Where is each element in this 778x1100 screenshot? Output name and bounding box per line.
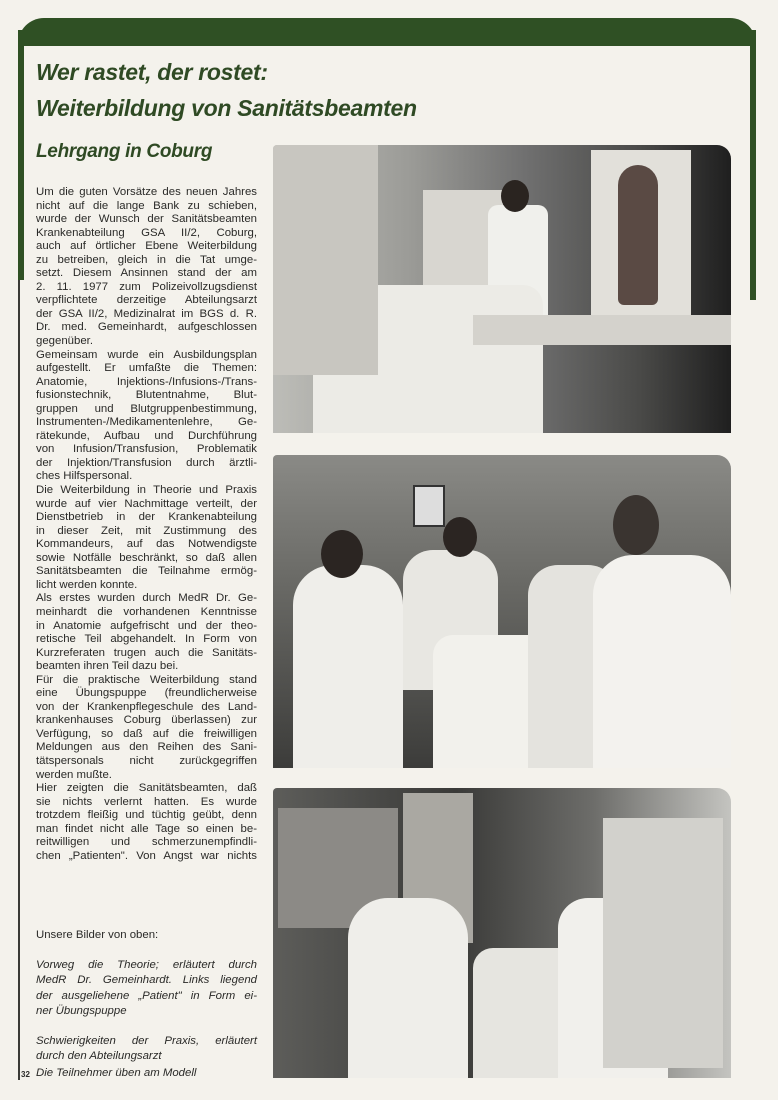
cabinet	[603, 818, 723, 1068]
caption-line: durch den Abteilungsarzt	[36, 1050, 162, 1062]
doctor-head	[443, 517, 477, 557]
article-title	[36, 57, 417, 123]
text-line: Um die guten Vorsätze des neuen Jahres	[36, 186, 257, 198]
text-line: Instrumenten-/Medikamentenlehre, Ge-	[36, 416, 257, 429]
officer-figure	[293, 565, 403, 768]
text-line: in dieser Zeit, mit Zustimmung des	[36, 524, 257, 537]
text-line: gruppen und Blutgruppenbestimmung,	[36, 402, 257, 415]
text-line: trotzdem fleißig und tüchtig geübt, denn	[36, 809, 257, 822]
caption-photo-2	[36, 1034, 257, 1065]
text-line: der GSA II/2, Medizinalrat im BGS d. R.	[36, 307, 257, 320]
text-line: Dienstbetrieb in der Krankenabteilung	[36, 511, 257, 524]
text-line: setzt. Diesem Ansinnen stand der am	[36, 267, 257, 280]
text-line: Gemeinsam wurde ein Ausbildungsplan	[36, 348, 257, 361]
text-line: tätspersonals nicht zurückgegriffen	[36, 754, 257, 767]
article-subtitle: Lehrgang in Coburg	[36, 141, 213, 162]
caption-line: MedR Dr. Gemeinhardt. Links liegend	[36, 974, 257, 986]
text-line: man findet nicht alle Tage so einen be-	[36, 822, 257, 835]
article-paragraph	[36, 674, 257, 782]
text-line: werden mußte.	[36, 768, 112, 781]
officer-head	[613, 495, 659, 555]
anatomy-figure	[618, 165, 658, 305]
text-line: eine Übungspuppe (freundlicherweise	[36, 687, 257, 700]
text-line: von Infusion/Transfusion, Problematik	[36, 443, 257, 456]
text-line: aufgestellt. Er umfaßte die Themen:	[36, 362, 257, 375]
text-line: Kommandeurs, auf das Notwendigste	[36, 538, 257, 551]
text-line: Dr. med. Gemeinhardt, aufgeschlossen	[36, 321, 257, 334]
text-line: beamten ihren Teil dazu bei.	[36, 660, 179, 673]
caption-line: Vorweg die Theorie; erläutert durch	[36, 958, 257, 971]
text-line: Für die praktische Weiterbildung stand	[36, 673, 257, 686]
text-line: sie nichts verlernt hatten. Es wurde	[36, 795, 257, 808]
text-line: auch auf örtlicher Ebene Weiterbildung	[36, 240, 257, 253]
officer-figure	[348, 898, 468, 1078]
text-line: 2. 11. 1977 zum Polizeivollzugsdienst	[36, 280, 257, 293]
photo-practice-difficulties	[273, 455, 731, 768]
caption-photo-3: Die Teilnehmer üben am Modell	[36, 1067, 197, 1079]
text-line: Kurzreferaten trugen auch die Sanitäts-	[36, 646, 257, 659]
text-line: rätekunde, Aufbau und Durchführung	[36, 429, 257, 442]
article-paragraph	[36, 484, 257, 592]
text-line: sowie Notfälle beschränkt, so daß allen	[36, 551, 257, 564]
text-line: Hier zeigten die Sanitätsbeamten, daß	[36, 782, 257, 795]
title-line: Wer rastet, der rostet:	[36, 59, 268, 85]
text-line: nicht auf die lange Bank zu schieben,	[36, 199, 257, 212]
text-line: fusionstechnik, Blutentnahme, Blut-	[36, 389, 257, 402]
caption-line: der ausgeliehene „Patient" in Form ei-	[36, 989, 257, 1002]
title-line: Weiterbildung von Sanitätsbeamten	[36, 95, 417, 121]
photo-captions	[36, 928, 257, 1065]
text-line: verpflichtete derzeitige Abteilungsarzt	[36, 294, 257, 307]
left-rule	[18, 280, 20, 1080]
officer-head	[321, 530, 363, 578]
article-paragraph	[36, 186, 257, 349]
text-line: chen „Patienten". Von Angst war nichts	[36, 849, 257, 862]
text-line: gegenüber.	[36, 335, 94, 348]
captions-intro: Unsere Bilder von oben:	[36, 929, 159, 941]
text-line: der Injektion/Transfusion durch ärztli-	[36, 456, 257, 469]
caption-line: Schwierigkeiten der Praxis, erläutert	[36, 1034, 257, 1047]
table	[473, 315, 731, 345]
text-line: Anatomie, Injektions-/Infusions-/Trans-	[36, 375, 257, 388]
right-green-border	[750, 30, 756, 300]
text-line: von der Krankenpflegeschule des Land-	[36, 700, 257, 713]
photo-theory-lesson	[273, 145, 731, 433]
door	[273, 145, 378, 375]
page-number: 32	[21, 1070, 30, 1079]
text-line: in Anatomie aufgefrischt und der theo-	[36, 619, 257, 632]
officer-figure	[593, 555, 731, 768]
article-paragraph	[36, 782, 257, 863]
caption-photo-1	[36, 958, 257, 1020]
framed-picture	[413, 485, 445, 527]
text-line: Meldungen aus den Reihen des Sani-	[36, 741, 257, 754]
text-line: wurde der Wunsch der Sanitätsbeamten	[36, 213, 257, 226]
article-paragraph	[36, 592, 257, 673]
text-line: krankenhauses Coburg überlassen) zur	[36, 714, 257, 727]
text-line: Sanitätsbeamten die Teilnahme ermög-	[36, 565, 257, 578]
text-line: meinhardt die vorhandenen Kenntnisse	[36, 605, 257, 618]
doctor-head	[501, 180, 529, 212]
green-header-band	[18, 18, 756, 46]
photo-model-practice	[273, 788, 731, 1078]
text-line: Verfügung, so daß auf die freiwilligen	[36, 727, 257, 740]
text-line: wurde auf vier Nachmittage verteilt, der	[36, 497, 257, 510]
text-line: zu betreiben, gleich in die Tat umge-	[36, 253, 257, 266]
text-line: ches Hilfspersonal.	[36, 470, 133, 483]
left-green-border	[18, 30, 24, 280]
article-paragraph	[36, 349, 257, 484]
text-line: licht werden konnte.	[36, 578, 138, 591]
text-line: Krankenabteilung GSA II/2, Coburg,	[36, 226, 257, 239]
text-line: Die Weiterbildung in Theorie und Praxis	[36, 484, 257, 497]
article-body	[36, 186, 257, 863]
text-line: Als erstes wurden durch MedR Dr. Ge-	[36, 592, 257, 605]
text-line: retische Teil abgehandelt. In Form von	[36, 633, 257, 646]
caption-line: ner Übungspuppe	[36, 1005, 127, 1017]
text-line: reitwilligen und schmerzunempfindli-	[36, 836, 257, 849]
